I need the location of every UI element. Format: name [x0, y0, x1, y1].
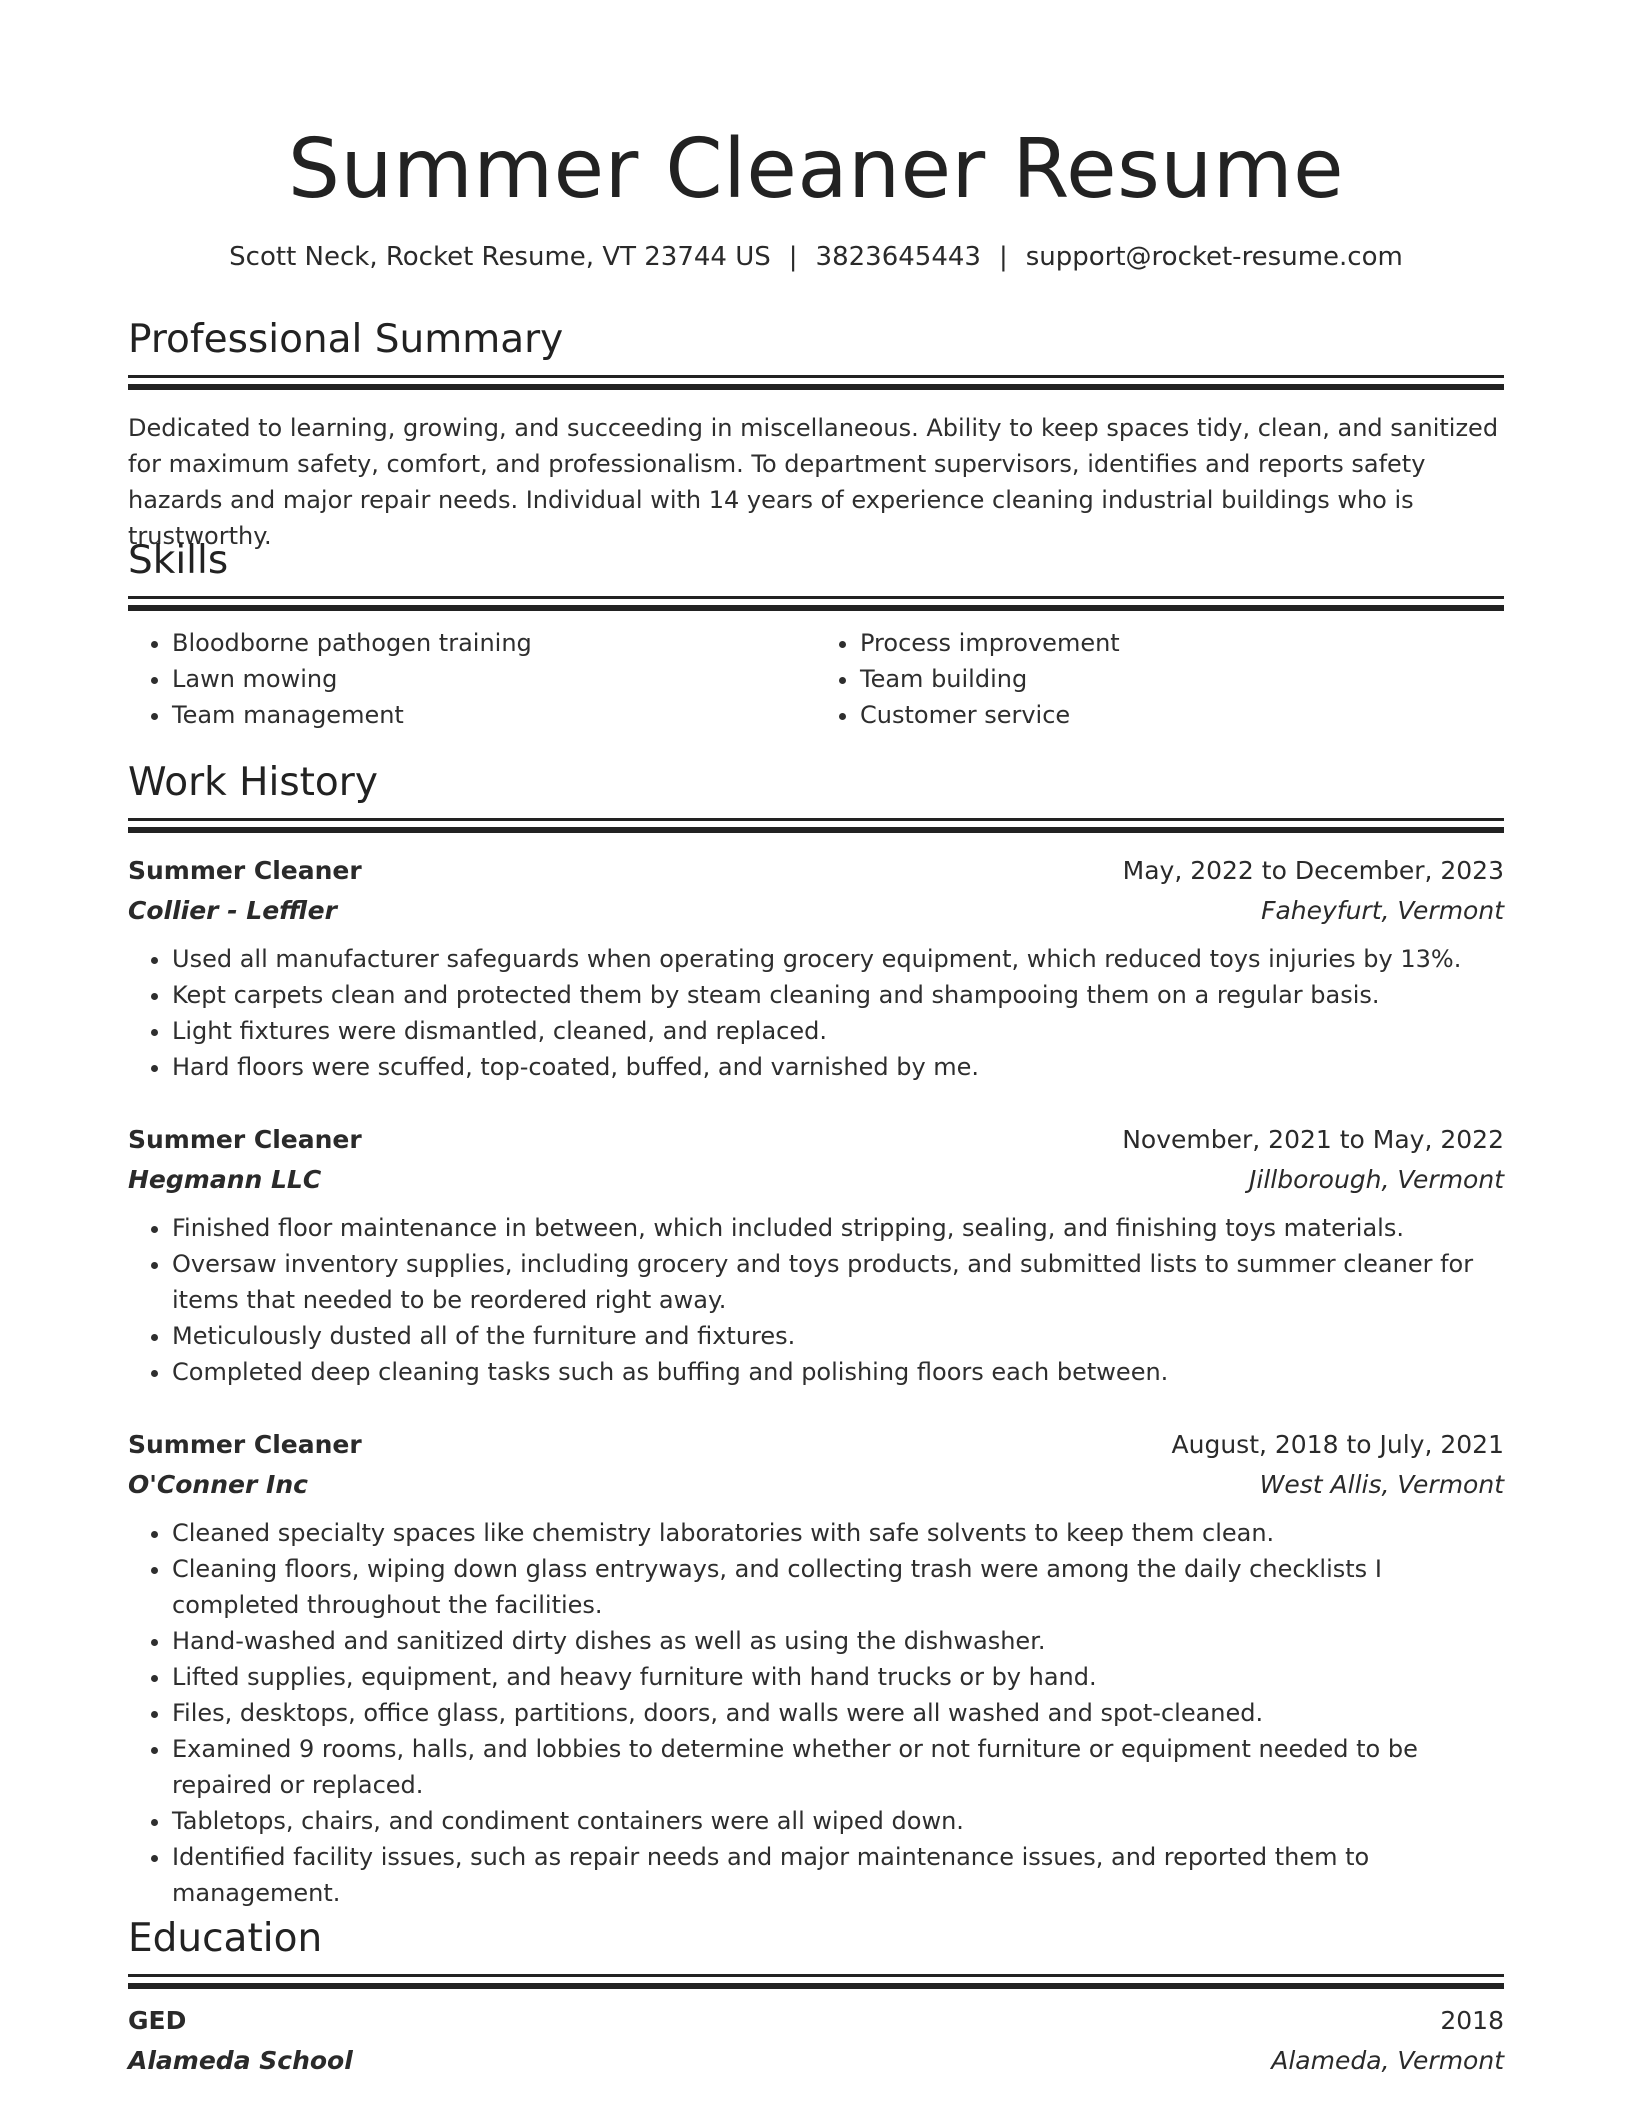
job-bullet: • Oversaw inventory supplies, including grocery and toys products, and submitted lists to summer cleaner for items that needed to be reordered right away.: [172, 1246, 1504, 1318]
section-divider-thick: [128, 605, 1504, 611]
section-divider-thick: [128, 1983, 1504, 1989]
summary-section: [128, 315, 1504, 554]
summary-heading: Professional Summary: [128, 317, 564, 362]
contact-email: support@rocket-resume.com: [1025, 242, 1403, 272]
job-entry: [128, 1120, 1504, 1390]
section-divider: [128, 596, 1504, 599]
job-bullet: • Identified facility issues, such as repair needs and major maintenance issues, and reported them to management.: [172, 1839, 1504, 1911]
job-title: Summer Cleaner: [128, 856, 362, 885]
education-section: [128, 1914, 1504, 2081]
contact-separator: |: [998, 242, 1008, 272]
job-bullets: [128, 1210, 1504, 1390]
job-bullet: • Hard floors were scuffed, top-coated, buffed, and varnished by me.: [172, 1049, 1504, 1085]
contact-line: [128, 240, 1504, 274]
job-bullet: • Used all manufacturer safeguards when operating grocery equipment, which reduced toys injuries by 13%.: [172, 941, 1504, 977]
skill-item: • Bloodborne pathogen training: [172, 625, 816, 661]
job-company: Hegmann LLC: [128, 1165, 322, 1194]
contact-separator: |: [788, 242, 798, 272]
education-school: Alameda School: [128, 2046, 353, 2075]
job-entry: [128, 851, 1504, 1085]
job-dates: November, 2021 to May, 2022: [1122, 1125, 1504, 1154]
job-bullet: • Completed deep cleaning tasks such as buffing and polishing floors each between.: [172, 1354, 1504, 1390]
job-bullet: • Files, desktops, office glass, partitions, doors, and walls were all washed and spot-cleaned.: [172, 1695, 1504, 1731]
job-dates: August, 2018 to July, 2021: [1171, 1430, 1504, 1459]
skills-section: [128, 536, 1504, 733]
section-divider-thick: [128, 384, 1504, 390]
job-entry: [128, 1425, 1504, 1911]
job-location: Faheyfurt, Vermont: [1261, 896, 1504, 925]
skill-item: • Team building: [860, 661, 1504, 697]
skill-item: • Customer service: [860, 697, 1504, 733]
job-company: O'Conner Inc: [128, 1470, 308, 1499]
section-divider: [128, 375, 1504, 378]
job-location: West Allis, Vermont: [1259, 1470, 1504, 1499]
job-bullet: • Kept carpets clean and protected them by steam cleaning and shampooing them on a regular basis.: [172, 977, 1504, 1013]
job-bullet: • Cleaning floors, wiping down glass entryways, and collecting trash were among the daily checklists I completed throughout the facilities.: [172, 1551, 1504, 1623]
job-bullet: • Light fixtures were dismantled, cleaned, and replaced.: [172, 1013, 1504, 1049]
skills-column-right: [816, 625, 1504, 733]
job-title: Summer Cleaner: [128, 1125, 362, 1154]
education-degree: GED: [128, 2006, 187, 2035]
job-bullets: [128, 1515, 1504, 1911]
page-title: Summer Cleaner Resume: [287, 122, 1345, 217]
skill-item: • Lawn mowing: [172, 661, 816, 697]
contact-phone: 3823645443: [815, 242, 981, 272]
section-divider: [128, 1974, 1504, 1977]
job-bullet: • Meticulously dusted all of the furniture and fixtures.: [172, 1318, 1504, 1354]
job-bullets: [128, 941, 1504, 1085]
skills-heading: Skills: [128, 538, 229, 583]
skill-item: • Team management: [172, 697, 816, 733]
job-bullet: • Finished floor maintenance in between, which included stripping, sealing, and finishing toys materials.: [172, 1210, 1504, 1246]
summary-text: Dedicated to learning, growing, and succeeding in miscellaneous. Ability to keep spaces tidy, clean, and sanitized for maximum safety, comfort, and professionalism. To department supervisors, identifies and reports safety hazards and major repair needs. Individual with 14 years of experience cleaning industrial buildings who is trustworthy.: [128, 414, 1499, 550]
work-history-section: [128, 758, 1504, 833]
job-bullet: • Cleaned specialty spaces like chemistry laboratories with safe solvents to keep them clean.: [172, 1515, 1504, 1551]
education-year: 2018: [1440, 2006, 1504, 2035]
job-company: Collier - Leffler: [128, 896, 337, 925]
job-location: Jillborough, Vermont: [1249, 1165, 1504, 1194]
section-divider: [128, 818, 1504, 821]
job-bullet: • Examined 9 rooms, halls, and lobbies to determine whether or not furniture or equipment needed to be repaired or replaced.: [172, 1731, 1504, 1803]
job-bullet: • Tabletops, chairs, and condiment containers were all wiped down.: [172, 1803, 1504, 1839]
skills-column-left: [128, 625, 816, 733]
education-heading: Education: [128, 1916, 323, 1961]
job-bullet: • Hand-washed and sanitized dirty dishes as well as using the dishwasher.: [172, 1623, 1504, 1659]
skill-item: • Process improvement: [860, 625, 1504, 661]
job-bullet: • Lifted supplies, equipment, and heavy furniture with hand trucks or by hand.: [172, 1659, 1504, 1695]
education-entry: [128, 2001, 1504, 2081]
job-title: Summer Cleaner: [128, 1430, 362, 1459]
skills-list: [128, 625, 1504, 733]
education-location: Alameda, Vermont: [1271, 2046, 1504, 2075]
contact-address: Scott Neck, Rocket Resume, VT 23744 US: [229, 242, 771, 272]
section-divider-thick: [128, 827, 1504, 833]
job-dates: May, 2022 to December, 2023: [1122, 856, 1504, 885]
work-history-heading: Work History: [128, 760, 378, 805]
